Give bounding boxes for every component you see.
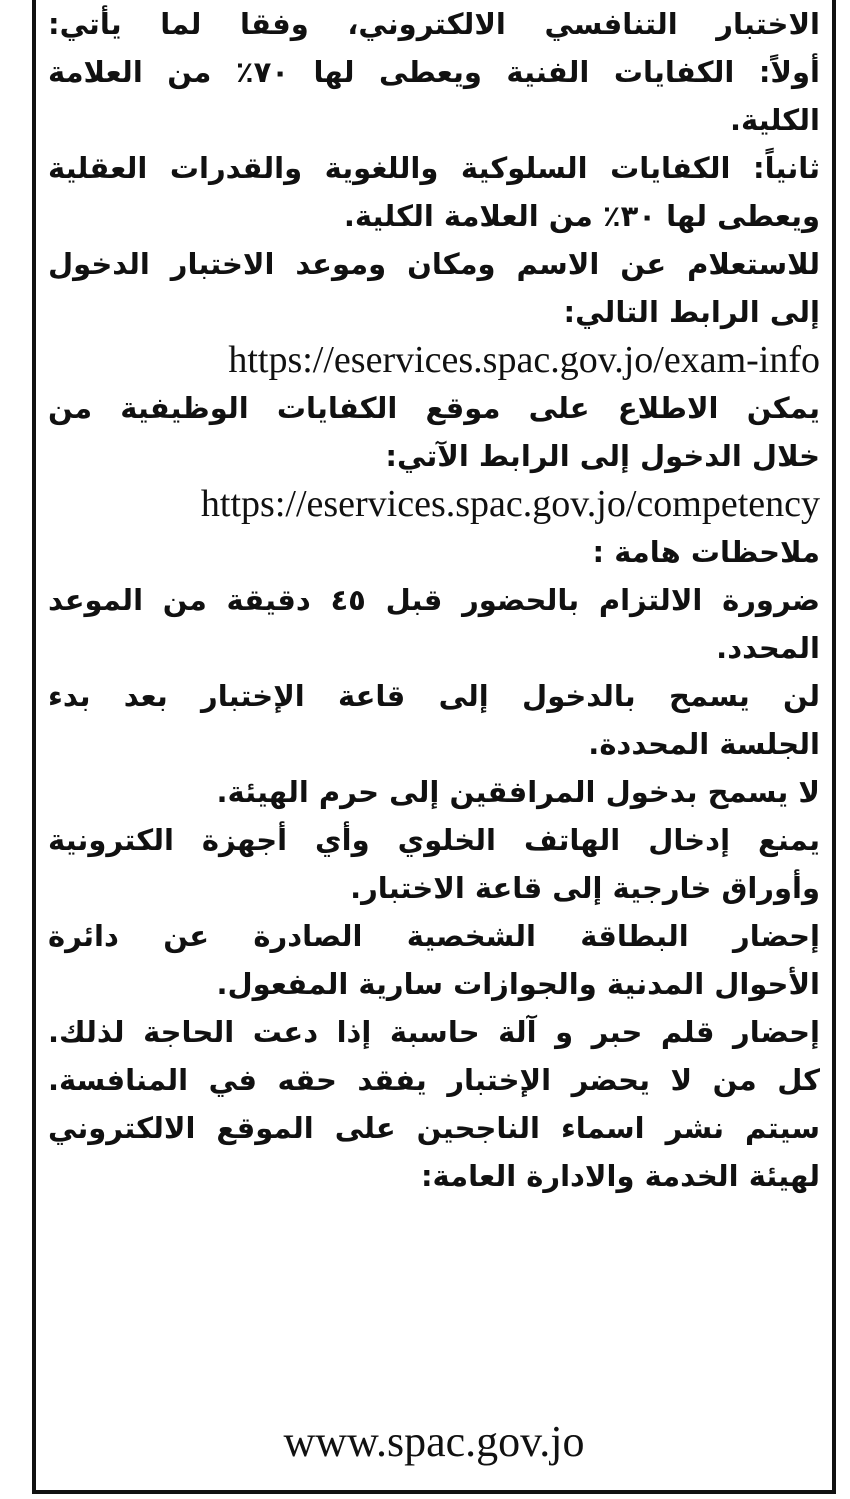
competency-url [48, 480, 820, 528]
text-line: كل من لا يحضر الإختبار يفقد حقه في المنافسة. [48, 1063, 820, 1097]
website-link[interactable]: www.spac.gov.jo [283, 1417, 585, 1466]
text-line: ثانياً: الكفايات السلوكية واللغوية والقدرات العقلية [48, 151, 820, 185]
text-line: الجلسة المحددة. [588, 727, 820, 761]
text-line: ضرورة الالتزام بالحضور قبل ٤٥ دقيقة من الموعد [48, 583, 820, 617]
text-line: وأوراق خارجية إلى قاعة الاختبار. [350, 871, 820, 905]
text-line: يمكن الاطلاع على موقع الكفايات الوظيفية من [48, 391, 820, 425]
text-line: خلال الدخول إلى الرابط الآتي: [385, 439, 820, 473]
text-line: لن يسمح بالدخول إلى قاعة الإختبار بعد بدء [48, 679, 820, 713]
text-line: أولاً: الكفايات الفنية ويعطى لها ٧٠٪ من العلامة [48, 55, 820, 89]
text-line: الكلية. [730, 103, 820, 137]
text-line: سيتم نشر اسماء الناجحين على الموقع الالكتروني [48, 1111, 820, 1145]
exam-info-link[interactable]: https://eservices.spac.gov.jo/exam-info [228, 339, 820, 381]
exam-info-url [48, 336, 820, 384]
text-line: للاستعلام عن الاسم ومكان وموعد الاختبار الدخول [48, 247, 820, 281]
text-line: ويعطى لها ٣٠٪ من العلامة الكلية. [343, 199, 820, 233]
text-line: إحضار البطاقة الشخصية الصادرة عن دائرة [48, 919, 820, 953]
website-footer [36, 1412, 832, 1472]
text-line: الأحوال المدنية والجوازات سارية المفعول. [216, 967, 820, 1001]
notice-body [48, 0, 820, 1200]
text-line: إحضار قلم حبر و آلة حاسبة إذا دعت الحاجة لذلك. [48, 1015, 820, 1049]
text-line: يمنع إدخال الهاتف الخلوي وأي أجهزة الكترونية [48, 823, 820, 857]
text-line: لهيئة الخدمة والادارة العامة: [420, 1159, 820, 1193]
text-line: إلى الرابط التالي: [563, 295, 820, 329]
competency-link[interactable]: https://eservices.spac.gov.jo/competency [200, 483, 820, 525]
text-line: الاختبار التنافسي الالكتروني، وفقا لما يأتي: [48, 7, 820, 41]
document-page [32, 0, 836, 1494]
text-line: المحدد. [716, 631, 820, 665]
text-line: لا يسمح بدخول المرافقين إلى حرم الهيئة. [216, 775, 820, 809]
notes-heading: ملاحظات هامة : [592, 535, 820, 569]
